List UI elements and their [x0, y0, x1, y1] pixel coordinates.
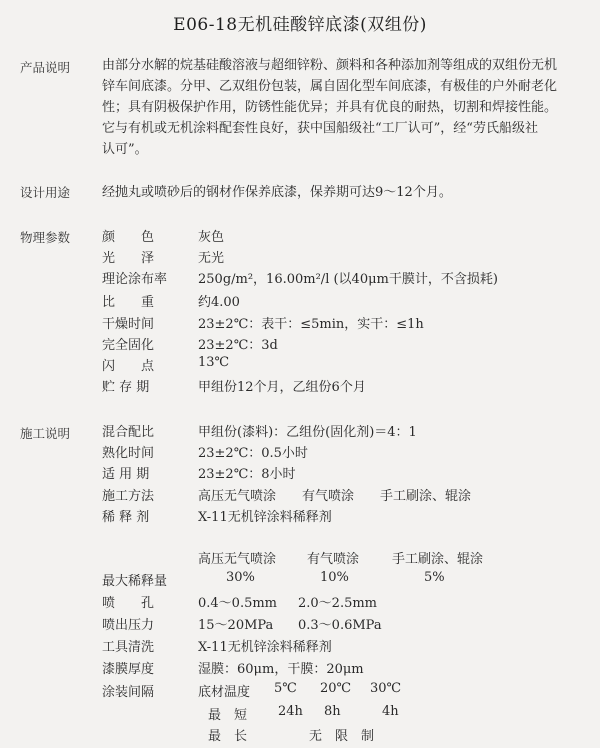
param-value: 约4.00	[198, 295, 240, 310]
product-line: 锌车间底漆。分甲、乙双组份包装，属自固化型车间底漆，有极佳的户外耐老化	[102, 79, 558, 94]
section-label-product: 产品说明	[20, 60, 71, 75]
param-label: 喷 孔	[102, 596, 155, 611]
param-value: 23±2℃：3d	[198, 338, 278, 353]
method-row-nozzle	[102, 592, 592, 612]
param-label: 施工方法	[102, 489, 155, 504]
param-label: 颜 色	[102, 230, 155, 245]
param-value: 无光	[198, 251, 225, 266]
method-table-header	[102, 548, 592, 568]
product-line: 它与有机或无机涂料配套性良好，获中国船级社“工厂认可”，经“劳氏船级社	[102, 121, 538, 136]
method-value: 10%	[320, 570, 349, 585]
product-line: 认可”。	[102, 142, 148, 157]
param-label: 贮 存 期	[102, 380, 150, 395]
method-value: 5%	[424, 570, 445, 585]
param-value: 灰色	[198, 230, 225, 245]
param-label: 完全固化	[102, 338, 155, 353]
interval-max-value: 无 限 制	[309, 729, 375, 744]
param-value: X-11无机锌涂料稀释剂	[198, 640, 332, 655]
product-line: 由部分水解的烷基硅酸溶液与超细锌粉、颜料和各种添加剂等组成的双组份无机	[102, 58, 558, 73]
param-label: 比 重	[102, 295, 155, 310]
interval-max-row	[102, 725, 592, 745]
param-label: 干燥时间	[102, 317, 155, 332]
interval-value: 8h	[324, 704, 341, 719]
interval-max-label: 最 长	[208, 729, 248, 744]
method-row-dilution	[102, 570, 592, 590]
method-header: 高压无气喷涂	[198, 552, 277, 567]
param-label: 工具清洗	[102, 640, 155, 655]
usage-text: 经抛丸或喷砂后的钢材作保养底漆，保养期可达9～12个月。	[102, 185, 452, 200]
interval-value: 24h	[278, 704, 303, 719]
param-value: 250g/m²，16.00m²/l (以40μm干膜计，不含损耗)	[198, 272, 498, 287]
section-label-usage: 设计用途	[20, 185, 71, 200]
param-value: 23±2℃：0.5小时	[198, 446, 308, 461]
method-value: 0.4～0.5mm	[198, 596, 278, 611]
section-label-physical: 物理参数	[20, 230, 71, 245]
page-title: E06-18无机硅酸锌底漆(双组份)	[173, 15, 427, 35]
param-label: 稀 释 剂	[102, 510, 150, 525]
param-label: 闪 点	[102, 359, 155, 374]
param-value: 甲组份12个月，乙组份6个月	[198, 380, 366, 395]
param-value: 13℃	[198, 355, 230, 370]
param-label: 适 用 期	[102, 467, 150, 482]
section-label-application: 施工说明	[20, 426, 71, 441]
param-value: 23±2℃：8小时	[198, 467, 296, 482]
method-value: 30%	[226, 570, 255, 585]
param-value: 甲组份(漆料)：乙组份(固化剂)＝4：1	[198, 425, 417, 440]
interval-min-row	[102, 704, 592, 724]
param-label: 涂装间隔	[102, 685, 155, 700]
interval-temp: 5℃	[274, 681, 297, 696]
method-header: 有气喷涂	[307, 552, 360, 567]
interval-temp: 20℃	[320, 681, 352, 696]
interval-header-label: 底材温度	[198, 685, 251, 700]
param-value: 23±2℃：表干：≤5min，实干：≤1h	[198, 317, 424, 332]
method-value: 0.3～0.6MPa	[298, 618, 382, 633]
product-line: 性；具有阴极保护作用，防锈性能优异；并具有优良的耐热，切割和焊接性能。	[102, 100, 558, 115]
param-label: 熟化时间	[102, 446, 155, 461]
param-label: 理论涂布率	[102, 272, 168, 287]
param-label: 漆膜厚度	[102, 662, 155, 677]
product-description	[102, 55, 590, 160]
param-value: 高压无气喷涂 有气喷涂 手工刷涂、辊涂	[198, 489, 472, 504]
method-value: 15～20MPa	[198, 618, 274, 633]
param-value: X-11无机锌涂料稀释剂	[198, 510, 332, 525]
param-label: 最大稀释量	[102, 574, 168, 589]
method-header: 手工刷涂、辊涂	[392, 552, 484, 567]
param-label: 混合配比	[102, 425, 155, 440]
interval-min-label: 最 短	[208, 708, 248, 723]
param-label: 光 泽	[102, 251, 155, 266]
method-row-pressure	[102, 614, 592, 634]
interval-value: 4h	[382, 704, 399, 719]
param-label: 喷出压力	[102, 618, 155, 633]
interval-header-row	[102, 681, 592, 701]
param-value: 湿膜：60μm，干膜：20μm	[198, 662, 364, 677]
interval-temp: 30℃	[370, 681, 402, 696]
method-value: 2.0～2.5mm	[298, 596, 378, 611]
